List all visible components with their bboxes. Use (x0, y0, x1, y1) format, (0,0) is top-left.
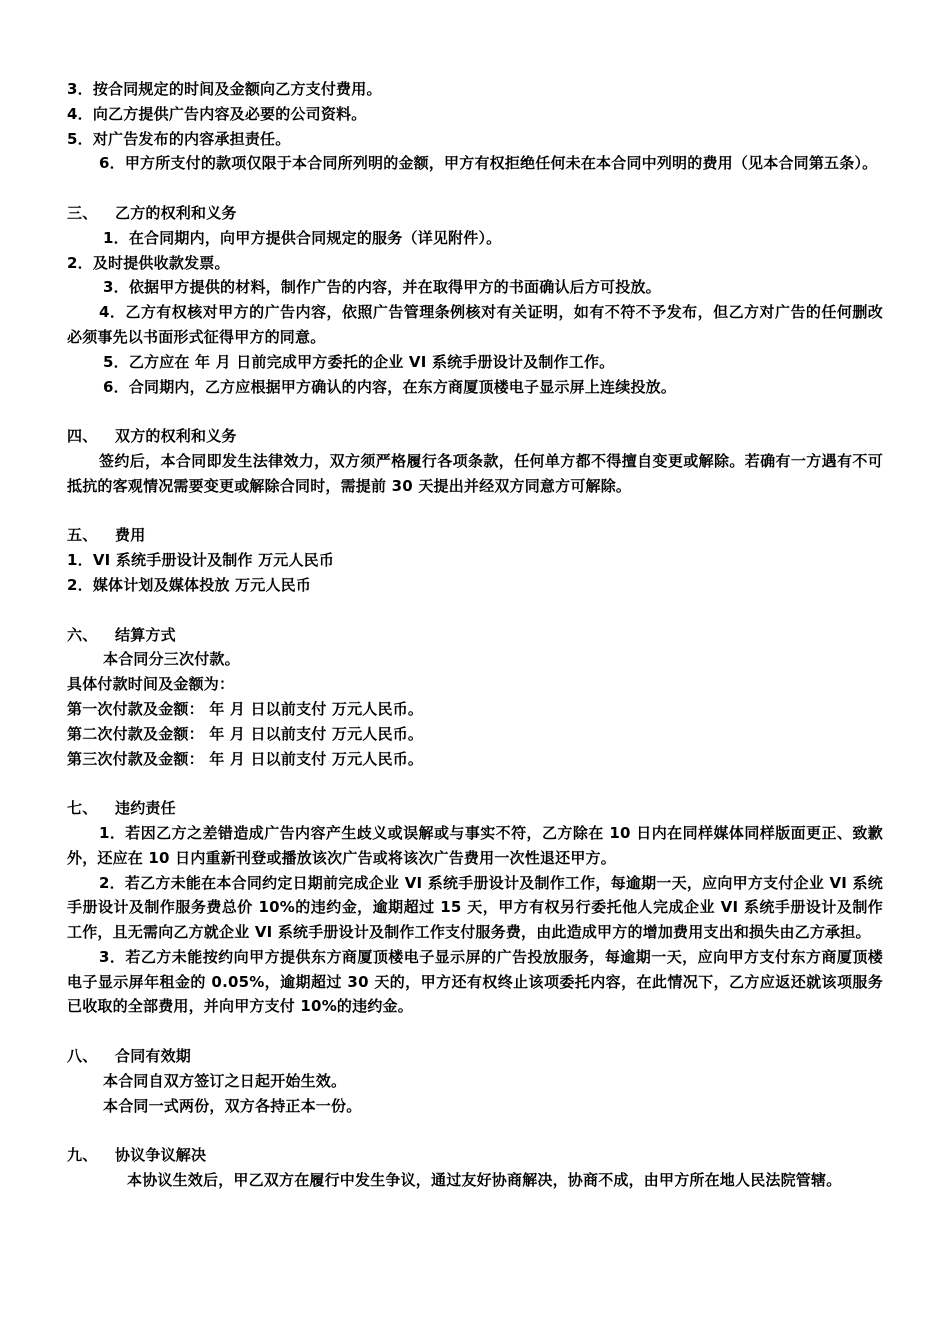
clause-party-b-3: 3．依据甲方提供的材料，制作广告的内容，并在取得甲方的书面确认后方可投放。 (103, 278, 661, 297)
spacer (67, 1118, 883, 1143)
section-number: 六、 (67, 625, 98, 644)
section-title: 双方的权利和义务 (115, 427, 237, 446)
clause-party-a-5: 5．对广告发布的内容承担责任。 (67, 129, 291, 148)
liability-clause-2: 2．若乙方未能在本合同约定日期前完成企业 VI 系统手册设计及制作工作，每逾期一天，应向甲方支付企业 VI 系统手册设计及制作服务费总价 10%的违约金，逾期超过 15 天，甲方有权另行委托他人完成企业 VI 系统手册设计及制作工作，且无需向乙方就企业 VI 系统手册设计及制作工作支付服务费，由此造成甲方的增加费用支出和损失由乙方承担。 (67, 873, 883, 942)
clause-party-a-4: 4．向乙方提供广告内容及必要的公司资料。 (67, 104, 367, 123)
section-title: 费用 (115, 526, 146, 545)
section-number: 八、 (67, 1047, 98, 1066)
section-heading-5 (67, 523, 883, 548)
section-title: 结算方式 (115, 625, 176, 644)
payment-second: 第二次付款及金额： 年 月 日以前支付 万元人民币。 (67, 724, 424, 743)
payment-schedule-label: 具体付款时间及金额为： (67, 675, 235, 694)
fee-item-1: 1．VI 系统手册设计及制作 万元人民币 (67, 551, 335, 570)
payment-intro: 本合同分三次付款。 (103, 650, 240, 669)
section-heading-3 (67, 201, 883, 226)
section-heading-8 (67, 1044, 883, 1069)
spacer (67, 499, 883, 524)
spacer (67, 1019, 883, 1044)
clause-party-b-1: 1．在合同期内，向甲方提供合同规定的服务（详见附件）。 (103, 228, 502, 247)
dispute-resolution-paragraph: 本协议生效后，甲乙双方在履行中发生争议，通过友好协商解决，协商不成，由甲方所在地人民法院管辖。 (127, 1171, 842, 1190)
clause-party-b-6: 6．合同期内，乙方应根据甲方确认的内容，在东方商厦顶楼电子显示屏上连续投放。 (103, 377, 677, 396)
section-heading-6 (67, 623, 883, 648)
section-heading-4 (67, 424, 883, 449)
section-heading-7 (67, 796, 883, 821)
section-title: 合同有效期 (115, 1047, 192, 1066)
liability-clause-3: 3．若乙方未能按约向甲方提供东方商厦顶楼电子显示屏的广告投放服务，每逾期一天，应向甲方支付东方商厦顶楼电子显示屏年租金的 0.05%，逾期超过 30 天的，甲方还有权终止该项委托内容，在此情况下，乙方应返还就该项服务已收取的全部费用，并向甲方支付 10%的违约金。 (67, 947, 883, 1016)
section-title: 乙方的权利和义务 (115, 203, 237, 222)
spacer (67, 598, 883, 623)
section-title: 违约责任 (115, 799, 176, 818)
clause-party-a-3: 3．按合同规定的时间及金额向乙方支付费用。 (67, 80, 382, 98)
clause-party-a-6: 6．甲方所支付的款项仅限于本合同所列明的金额，甲方有权拒绝任何未在本合同中列明的费用（见本合同第五条）。 (99, 154, 878, 173)
spacer (67, 399, 883, 424)
section-number: 九、 (67, 1146, 98, 1165)
mutual-obligations-paragraph: 签约后，本合同即发生法律效力，双方须严格履行各项条款，任何单方都不得擅自变更或解除。若确有一方遇有不可抵抗的客观情况需要变更或解除合同时，需提前 30 天提出并经双方同意方可解除。 (67, 451, 883, 495)
section-title: 协议争议解决 (115, 1146, 207, 1165)
section-number: 七、 (67, 799, 98, 818)
clause-party-b-2: 2．及时提供收款发票。 (67, 253, 230, 272)
spacer (67, 771, 883, 796)
payment-third: 第三次付款及金额： 年 月 日以前支付 万元人民币。 (67, 749, 424, 768)
spacer (67, 176, 883, 201)
section-number: 五、 (67, 526, 98, 545)
liability-clause-1: 1．若因乙方之差错造成广告内容产生歧义或误解或与事实不符，乙方除在 10 日内在同样媒体同样版面更正、致歉外，还应在 10 日内重新刊登或播放该次广告或将该次广告费用一次性退还甲方。 (67, 823, 883, 867)
clause-party-b-4: 4．乙方有权核对甲方的广告内容，依照广告管理条例核对有关证明，如有不符不予发布，但乙方对广告的任何删改必须事先以书面形式征得甲方的同意。 (67, 303, 883, 346)
section-number: 三、 (67, 203, 98, 222)
contract-document (67, 77, 883, 1193)
validity-line-2: 本合同一式两份，双方各持正本一份。 (103, 1096, 362, 1115)
section-heading-9 (67, 1143, 883, 1168)
fee-item-2: 2．媒体计划及媒体投放 万元人民币 (67, 575, 312, 594)
validity-line-1: 本合同自双方签订之日起开始生效。 (103, 1071, 347, 1090)
section-number: 四、 (67, 427, 98, 446)
payment-first: 第一次付款及金额： 年 月 日以前支付 万元人民币。 (67, 699, 424, 718)
clause-party-b-5: 5．乙方应在 年 月 日前完成甲方委托的企业 VI 系统手册设计及制作工作。 (103, 352, 615, 371)
